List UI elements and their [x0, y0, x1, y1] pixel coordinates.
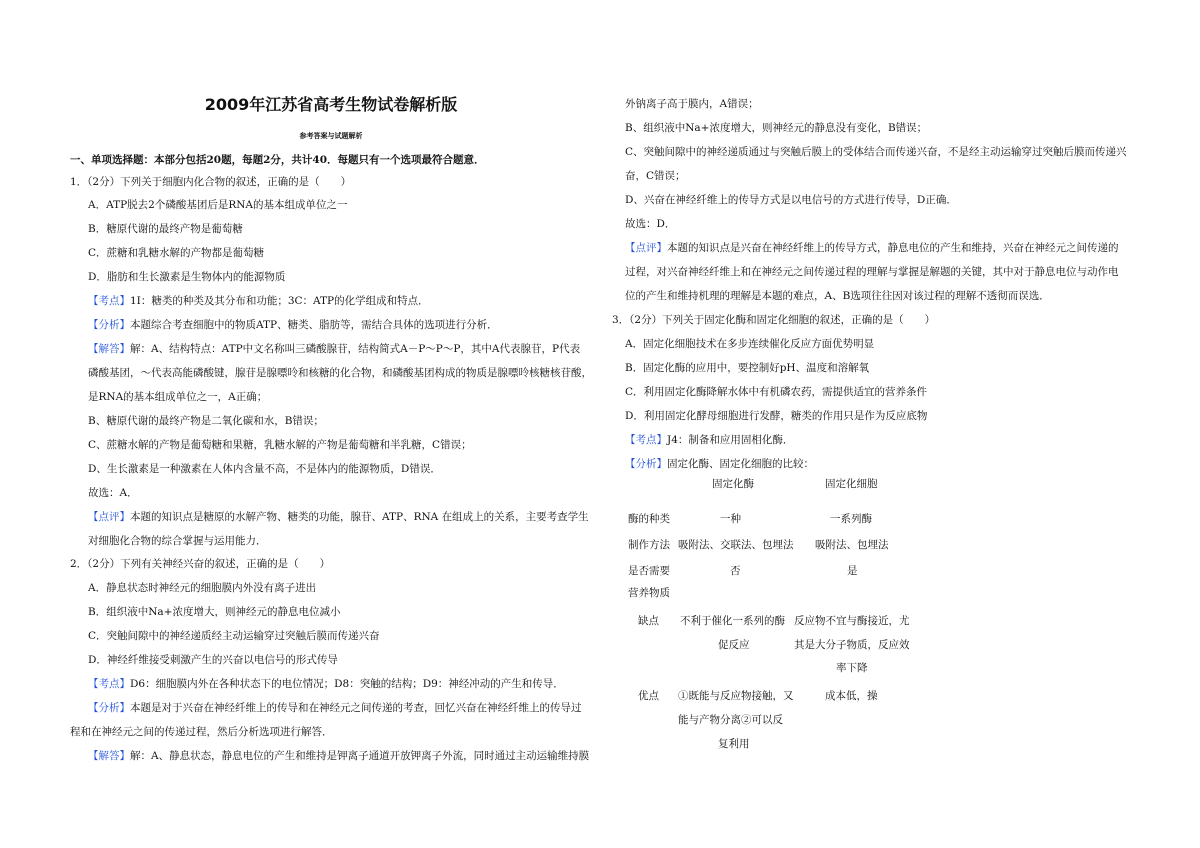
q2-jieda-d: D、兴奋在神经纤维上的传导方式是以电信号的方式进行传导，D正确．	[625, 194, 957, 206]
table-header-enzyme: 固定化酶	[712, 478, 754, 490]
fenxi-tag: 【分析】	[88, 319, 130, 331]
q1-jieda: 【解答】解：A、结构特点：ATP中文名称叫三磷酸腺苷，结构简式A－P～P～P，其中A代表腺苷，P代表	[88, 343, 581, 355]
q1-jieda-line3: 是RNA的基本组成单位之一，A正确；	[88, 391, 268, 403]
q3-option-d: D．利用固定化酵母细胞进行发酵，糖类的作用只是作为反应底物	[625, 410, 928, 422]
q3-option-a: A．固定化细胞技术在多步连续催化反应方面优势明显	[625, 338, 875, 350]
q1-stem: 1．（2分）下列关于细胞内化合物的叙述，正确的是（ ）	[70, 176, 352, 188]
q2-dianping: 【点评】本题的知识点是兴奋在神经纤维上的传导方式，静息电位的产生和维持，兴奋在神经元之间传递的	[625, 242, 1119, 254]
table-row-label: 酶的种类	[628, 513, 670, 525]
q2-kaodian: 【考点】D6：细胞膜内外在各种状态下的电位情况；D8：突触的结构；D9：神经冲动的产生和传导．	[88, 678, 564, 690]
q2-answer: 故选：D．	[625, 218, 676, 230]
jieda-tag: 【解答】	[88, 750, 130, 762]
q3-option-b: B．固定化酶的应用中，要控制好pH、温度和溶解氧	[625, 362, 870, 374]
q1-option-d: D．脂肪和生长激素是生物体内的能源物质	[88, 271, 286, 283]
table-cell: 能与产物分离②可以反	[678, 714, 783, 726]
q3-stem: 3．（2分）下列关于固定化酶和固定化细胞的叙述，正确的是（ ）	[612, 314, 936, 326]
table-cell: 一种	[720, 513, 741, 525]
kaodian-tag: 【考点】	[625, 434, 667, 446]
table-cell: 促反应	[718, 639, 750, 651]
table-cell: 率下降	[836, 662, 868, 674]
table-row-label: 营养物质	[628, 587, 670, 599]
q1-jieda-b: B、糖原代谢的最终产物是二氧化碳和水，B错误；	[88, 415, 324, 427]
page-title: 2009年江苏省高考生物试卷解析版	[204, 95, 458, 114]
q2-option-a: A．静息状态时神经元的细胞膜内外没有离子进出	[88, 582, 317, 594]
q2-option-b: B．组织液中Na+浓度增大，则神经元的静息电位减小	[88, 606, 341, 618]
q2-fenxi: 【分析】本题是对于兴奋在神经纤维上的传导和在神经元之间传递的考查，回忆兴奋在神经纤维上的传导过	[88, 702, 582, 714]
table-cell: 吸附法、包埋法	[815, 539, 889, 551]
table-row-label: 制作方法	[628, 539, 670, 551]
q3-kaodian: 【考点】J4：制备和应用固相化酶．	[625, 434, 794, 446]
table-cell: 吸附法、交联法、包埋法	[678, 539, 794, 551]
table-header-cell: 固定化细胞	[825, 478, 878, 490]
dianping-tag: 【点评】	[88, 511, 130, 523]
table-cell: 是	[847, 565, 858, 577]
q2-fenxi-line2: 程和在神经元之间的传递过程，然后分析选项进行解答．	[70, 726, 333, 738]
fenxi-tag: 【分析】	[625, 458, 667, 470]
q1-answer: 故选：A．	[88, 487, 138, 499]
q1-option-b: B．糖原代谢的最终产物是葡萄糖	[88, 223, 243, 235]
fenxi-tag: 【分析】	[88, 702, 130, 714]
q1-dianping: 【点评】本题的知识点是糖原的水解产物、糖类的功能，腺苷、ATP、RNA 在组成上的关系，主要考查学生	[88, 511, 589, 523]
q3-option-c: C．利用固定化酶降解水体中有机磷农药，需提供适宜的营养条件	[625, 386, 928, 398]
q1-dianping-line2: 对细胞化合物的综合掌握与运用能力．	[88, 535, 267, 547]
q2-jieda-line2: 外钠离子高于膜内，A错误；	[625, 98, 759, 110]
table-cell: ①既能与反应物接触，又	[678, 690, 794, 702]
q1-option-c: C．蔗糖和乳糖水解的产物都是葡萄糖	[88, 247, 265, 259]
q2-option-c: C．突触间隙中的神经递质经主动运输穿过突触后膜而传递兴奋	[88, 630, 380, 642]
q1-jieda-line2: 磷酸基团，～代表高能磷酸键，腺苷是腺嘌呤和核糖的化合物，和磷酸基团构成的物质是腺嘌呤核糖核苷酸，	[88, 367, 592, 379]
table-row-label: 优点	[638, 690, 659, 702]
q2-dianping-line3: 位的产生和维持机理的理解是本题的难点，A、B选项往往因对该过程的理解不透彻而误选．	[625, 290, 1050, 302]
table-cell: 反应物不宜与酶接近，尤	[794, 615, 910, 627]
table-cell: 复利用	[718, 738, 750, 750]
q2-dianping-line2: 过程，对兴奋神经纤维上和在神经元之间传递过程的理解与掌握是解题的关键，其中对于静息电位与动作电	[625, 266, 1119, 278]
q2-option-d: D．神经纤维接受刺激产生的兴奋以电信号的形式传导	[88, 654, 338, 666]
q2-jieda-c-line2: 奋，C错误；	[625, 170, 686, 182]
table-cell: 一系列酶	[830, 513, 872, 525]
table-cell: 其是大分子物质，反应效	[794, 639, 910, 651]
kaodian-tag: 【考点】	[88, 678, 130, 690]
q2-stem: 2．（2分）下列有关神经兴奋的叙述，正确的是（ ）	[70, 558, 331, 570]
table-cell: 成本低，操	[825, 690, 878, 702]
dianping-tag: 【点评】	[625, 242, 667, 254]
page-subtitle: 参考答案与试题解析	[299, 132, 363, 140]
q3-fenxi: 【分析】固定化酶、固定化细胞的比较：	[625, 458, 814, 470]
q1-jieda-c: C、蔗糖水解的产物是葡萄糖和果糖，乳糖水解的产物是葡萄糖和半乳糖，C错误；	[88, 439, 472, 451]
table-cell: 否	[730, 565, 741, 577]
q1-kaodian: 【考点】1I：糖类的种类及其分布和功能；3C：ATP的化学组成和特点．	[88, 295, 429, 307]
q1-jieda-d: D、生长激素是一种激素在人体内含量不高，不是体内的能源物质，D错误．	[88, 463, 441, 475]
table-row-label: 是否需要	[628, 565, 670, 577]
q2-jieda: 【解答】解：A、静息状态，静息电位的产生和维持是钾离子通道开放钾离子外流，同时通过主动运输维持膜	[88, 750, 590, 762]
jieda-tag: 【解答】	[88, 343, 130, 355]
q2-jieda-b: B、组织液中Na+浓度增大，则神经元的静息没有变化，B错误；	[625, 122, 928, 134]
q2-jieda-c: C、突触间隙中的神经递质通过与突触后膜上的受体结合而传递兴奋，不是经主动运输穿过突触后膜而传递兴	[625, 146, 1127, 158]
table-row-label: 缺点	[638, 615, 659, 627]
table-cell: 不利于催化一系列的酶	[680, 615, 785, 627]
section-heading: 一、单项选择题：本部分包括20题，每题2分，共计40．每题只有一个选项最符合题意．	[70, 154, 485, 166]
q1-option-a: A．ATP脱去2个磷酸基团后是RNA的基本组成单位之一	[88, 199, 348, 211]
kaodian-tag: 【考点】	[88, 295, 130, 307]
q1-fenxi: 【分析】本题综合考查细胞中的物质ATP、糖类、脂肪等，需结合具体的选项进行分析．	[88, 319, 498, 331]
